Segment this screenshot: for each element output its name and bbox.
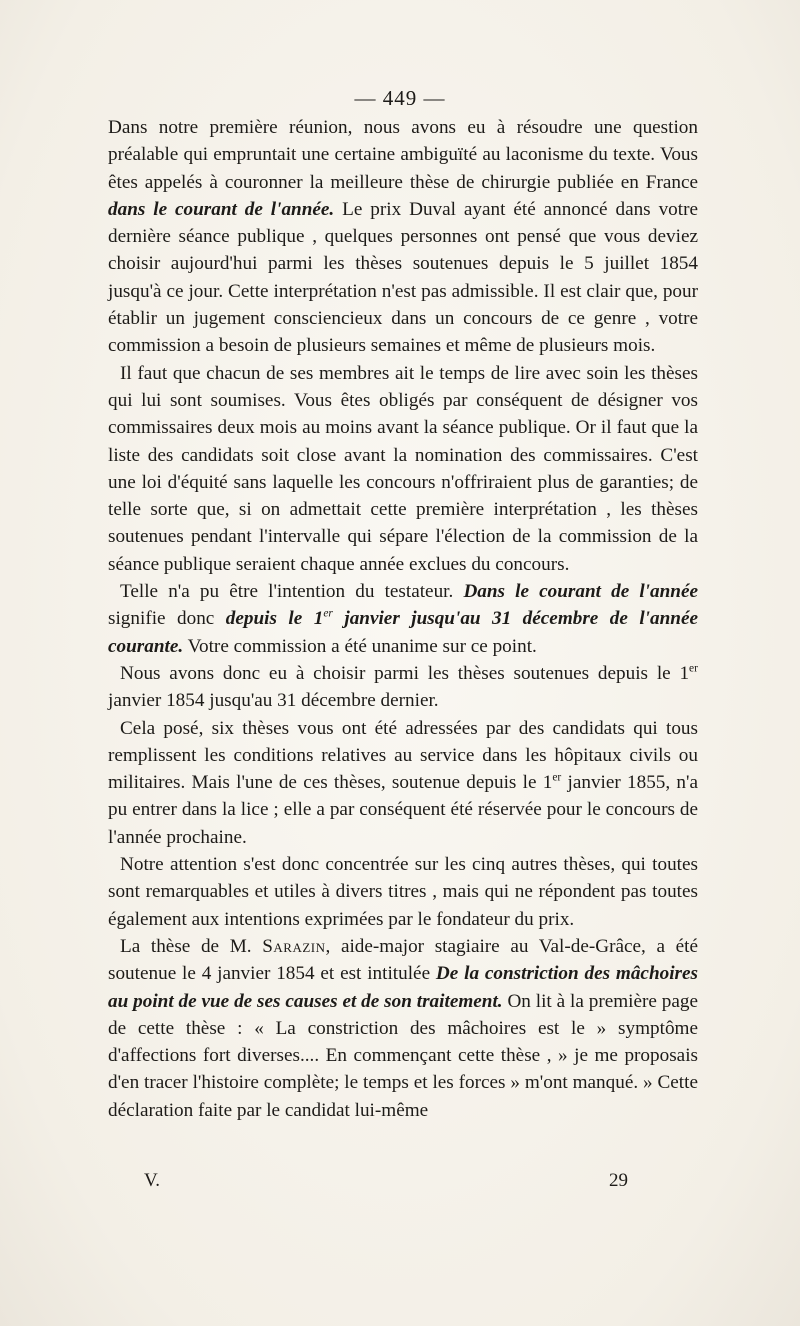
italic-run: er <box>323 607 333 620</box>
paragraph <box>108 114 698 360</box>
page-number: — 449 — <box>354 86 446 110</box>
paragraph <box>108 578 698 660</box>
text-run: , aide-major stagiaire au Val-de-Grâce, a été soutenue le 4 janvier 1854 et est intitulée <box>108 935 698 985</box>
text-run: La thèse de M. <box>120 935 263 957</box>
paragraph <box>108 660 698 715</box>
text-run: Le prix Duval ayant été annoncé dans votre dernière séance publique , quelques personnes ont pensé que vous deviez choisir aujourd'hui parmi les thèses soutenues depuis le 5 juillet 1854 jusqu'à ce jour. Cette interprétation n'est pas admissible. Il est clair que, pour établir un jugement consciencieux dans un concours de ce genre , votre commission a besoin de plusieurs semaines et même de plusieurs mois. <box>108 198 698 357</box>
text-run: signifie donc <box>108 608 226 630</box>
paragraph <box>108 360 698 578</box>
sheet-number: 29 <box>609 1170 628 1191</box>
italic-run: dans le courant de l'année. <box>108 198 335 220</box>
text-run: Il faut que chacun de ses membres ait le temps de lire avec soin les thèses qui lui sont soumises. Vous êtes obligés par conséquent de désigner vos commissaires deux mois au moins avant la séance publique. Or il faut que la liste des candidats soit close avant la nomination des commissaires. C'est une loi d'équité sans laquelle les concours n'offriraient plus de garanties; de telle sorte que, si on admettait cette première interprétation , les thèses soutenues pendant l'intervalle qui sépare l'élection de la commission de la séance publique seraient chaque année exclues du concours. <box>108 362 698 575</box>
paragraph <box>108 933 698 1124</box>
paragraph <box>108 851 698 933</box>
italic-run: Dans le courant de l'année <box>463 581 698 603</box>
text-run: Telle n'a pu être l'intention du testateur. <box>120 581 464 603</box>
page-footer <box>144 1170 628 1192</box>
paragraph <box>108 715 698 851</box>
text-run: janvier 1855, n'a pu entrer dans la lice ; elle a par conséquent été réservée pour le concours de l'année prochaine. <box>108 772 698 848</box>
text-run: janvier 1854 jusqu'au 31 décembre dernier. <box>108 690 439 712</box>
body-text <box>108 114 698 1124</box>
text-run: er <box>552 771 562 784</box>
italic-run: janvier jusqu'au 31 décembre de l'année courante. <box>108 608 698 657</box>
text-run: er <box>689 662 698 675</box>
text-run: Dans notre première réunion, nous avons eu à résoudre une question préalable qui empruntait une certaine ambiguïté au laconisme du texte. Vous êtes appelés à couronner la meilleure thèse de chirurgie publiée en France <box>108 117 698 193</box>
text-run: Votre commission a été unanime sur ce point. <box>183 635 537 657</box>
text-run: On lit à la première page de cette thèse : « La constriction des mâchoires est le » symptôme d'affections fort diverses.... En commençant cette thèse , » je me proposais d'en tracer l'histoire complète; le temps et les forces » m'ont manqué. » Cette déclaration faite par le candidat lui-même <box>108 990 698 1121</box>
small-caps-name: Sarazin <box>262 935 326 957</box>
text-run: Notre attention s'est donc concentrée sur les cinq autres thèses, qui toutes sont remarquables et utiles à divers titres , mais qui ne répondent pas toutes également aux intentions exprimées par le fondateur du prix. <box>108 854 698 930</box>
italic-run: De la constriction des mâchoires au point de vue de ses causes et de son traitement. <box>108 963 698 1012</box>
signature-mark: V. <box>144 1170 161 1191</box>
text-run: Nous avons donc eu à choisir parmi les thèses soutenues depuis le 1 <box>120 662 690 684</box>
italic-run: depuis le 1 <box>225 608 324 630</box>
text-run: Cela posé, six thèses vous ont été adressées par des candidats qui tous remplissent les conditions relatives au service dans les hôpitaux civils ou militaires. Mais l'une de ces thèses, soutenue depuis le 1 <box>108 717 698 794</box>
